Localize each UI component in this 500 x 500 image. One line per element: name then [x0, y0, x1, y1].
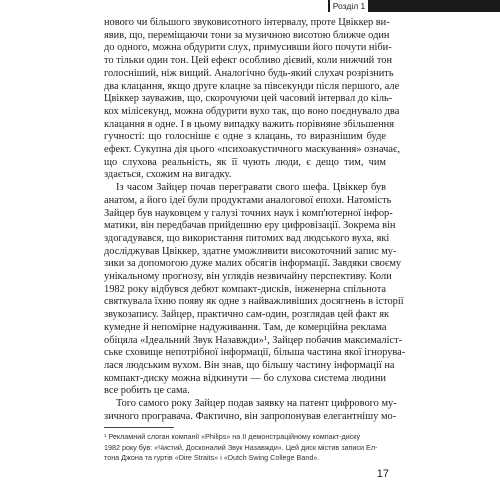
body-text: [104, 17, 406, 424]
text-line: ське сховище непотрібної інформації, більша частина якої ігнорува-: [104, 347, 406, 359]
footnote-line: ¹ Рекламний слоган компанії «Philips» на II демонстраційному компакт-диску: [104, 432, 361, 441]
text-line: що слухова реальність, як її чують люди, є дещо тим, чим: [104, 156, 386, 168]
text-line: лася людським вухом. Він знав, що більшу частину інформації на: [104, 359, 395, 371]
footnote-line: 1982 року був: «Чистий, Досконалий Звук Назавжди». Цей диск містив записи Ел-: [104, 442, 378, 452]
text-line: компакт-диску можна відкинути — бо слухова система людини: [104, 372, 386, 384]
text-line: анатом, а його ідеї були продуктами аналогової епохи. Натомість: [104, 194, 392, 206]
paragraph: [104, 398, 397, 423]
chapter-label: Розділ 1: [330, 0, 368, 12]
text-line: до одного, можна обдурити слух, примусивши його почути ніби-: [104, 42, 392, 54]
text-line: унікальному прогнозу, він углядів незвичайну перспективу. Коли: [104, 271, 392, 283]
text-line: матики, він передбачав прийдешню еру цифровізації. Зокрема він: [104, 220, 396, 232]
text-line: кох мілісекунд, можна обдурити вухо так, що воно поєднувало два: [104, 105, 400, 117]
text-line: зики за допомогою дуже малих обсягів інформації. Завдяки своєму: [104, 258, 402, 270]
text-line: Із часом Зайцер почав перегравати свого шефа. Цвіккер був: [116, 182, 386, 194]
page-number: 17: [376, 468, 389, 480]
text-line: зичного програвача. Фактично, він запропонував елегантнішу мо-: [104, 410, 397, 422]
footnote-divider: [104, 427, 174, 428]
paragraph: [104, 182, 406, 398]
footnote-line: тона Джона та гуртів «Dire Straits» і «Dutch Swing College Band».: [104, 453, 320, 463]
text-line: нового чи більшого звуковисотного інтервалу, проте Цвіккер ви-: [104, 17, 390, 28]
text-line: клацання в одне. І в цьому випадку важить порівняне збільшення: [104, 118, 394, 130]
text-line: то тільки один тон. Цей ефект особливо дієвий, коли нижчий тон: [104, 55, 393, 67]
footnote: [104, 432, 386, 464]
text-line: явив, що, переміщаючи тони за музичною висотою ближче один: [104, 29, 390, 41]
text-line: Цвіккер зауважив, що, скорочуючи цей часовий інтервал до кіль-: [104, 93, 393, 105]
text-line: два клацання, якщо друге клацне за півсекунди після першого, але: [104, 80, 400, 92]
text-line: все робить це сама.: [104, 385, 190, 397]
text-line: Зайцер був науковцем у галузі точних наук і комп'ютерної інфор-: [104, 207, 393, 219]
paragraph: [104, 17, 401, 182]
text-line: досліджував Цвіккер, здатне уможливити високоточний запис му-: [104, 245, 397, 257]
text-line: звукозапису. Зайцер, практично сам-один, розглядав цей факт як: [104, 309, 390, 321]
text-line: Того самого року Зайцер подав заявку на патент цифрового му-: [116, 398, 397, 410]
text-line: здогадувався, що використання питомих вад людського вуха, які: [104, 232, 390, 244]
text-line: святкувала їхню появу як одне з найважливіших досягнень в історії: [104, 296, 404, 308]
text-line: обіцяла «Ідеальний Звук Назавжди»¹, Зайцер побачив максималіст-: [104, 334, 403, 346]
text-line: ефект. Сукупна дія цього «психоакустичного маскування» означає,: [104, 144, 401, 156]
text-line: здається, схожим на вигадку.: [104, 169, 232, 181]
text-line: гучності: що голосніше є одне з клацань, то виразнішим буде: [104, 131, 386, 143]
text-line: кумедне й непомірне надуживання. Там, де комерційна реклама: [104, 321, 387, 333]
text-line: 1982 року відбувся дебют компакт-дисків, інженерна спільнота: [104, 283, 386, 295]
text-line: голосніший, ніж вищий. Аналогічно будь-який слухач розрізнить: [104, 67, 394, 79]
